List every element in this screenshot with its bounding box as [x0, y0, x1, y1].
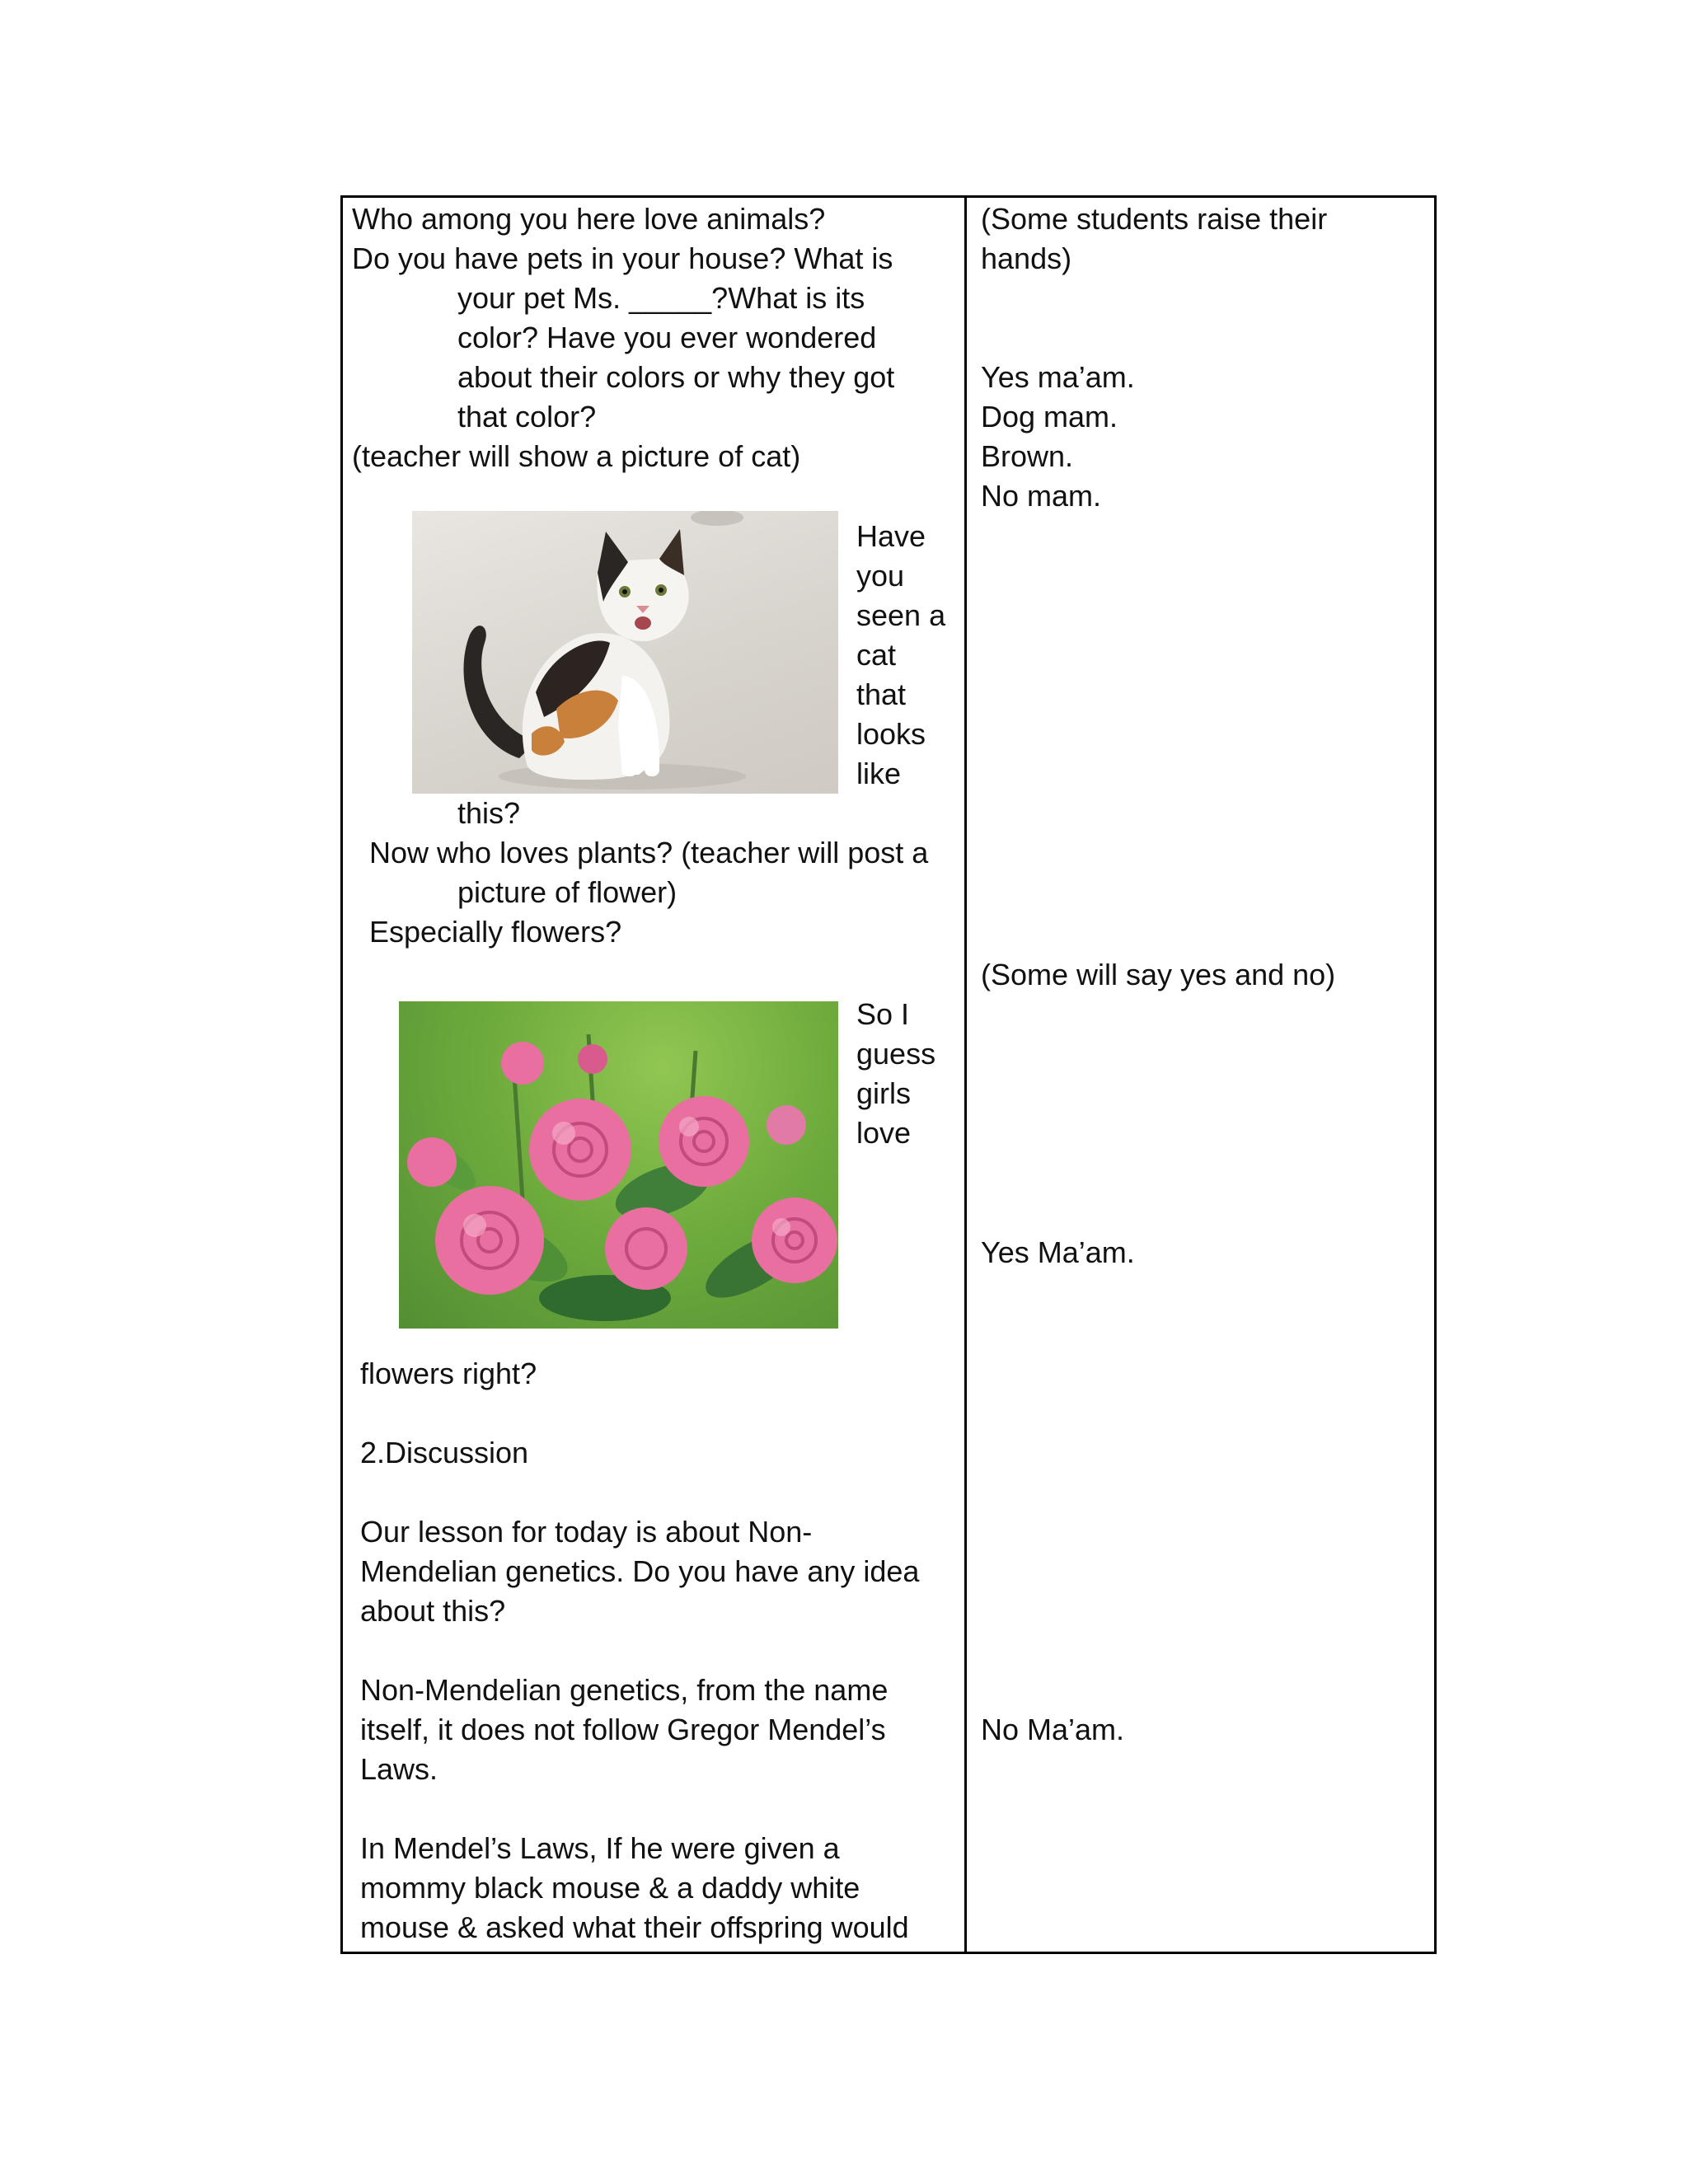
- text-line: In Mendel’s Laws, If he were given a: [360, 1831, 840, 1865]
- text-line: that color?: [457, 400, 597, 434]
- text-line: seen a: [856, 598, 946, 632]
- text-line: that: [856, 677, 907, 711]
- text-line: this?: [457, 796, 521, 830]
- cat-illustration: [412, 511, 838, 794]
- text-line: Laws.: [360, 1752, 438, 1786]
- text-line: flowers right?: [360, 1357, 537, 1390]
- response-line: Yes Ma’am.: [981, 1235, 1135, 1269]
- text-line: So I: [856, 997, 910, 1031]
- response-line: No Ma’am.: [981, 1713, 1125, 1746]
- response-line: (Some students raise their: [981, 202, 1328, 236]
- roses-illustration: [399, 1001, 838, 1329]
- cat-photo: [412, 511, 838, 794]
- response-line: hands): [981, 241, 1072, 275]
- table-right-border: [1434, 195, 1437, 1954]
- response-line: Dog mam.: [981, 400, 1118, 434]
- response-line: (Some will say yes and no): [981, 958, 1336, 991]
- text-line: your pet Ms. _____?What is its: [457, 281, 865, 315]
- text-line: Who among you here love animals?: [352, 202, 826, 236]
- text-line: looks: [856, 717, 926, 751]
- text-line: like: [856, 757, 902, 790]
- response-line: Yes ma’am.: [981, 360, 1135, 394]
- response-line: Brown.: [981, 439, 1074, 473]
- text-line: cat: [856, 638, 897, 672]
- table-bottom-border: [340, 1952, 1437, 1954]
- text-line: love: [856, 1116, 912, 1150]
- text-line: guess: [856, 1037, 936, 1071]
- text-line: Now who loves plants? (teacher will post a: [369, 836, 929, 869]
- text-line: (teacher will show a picture of cat): [352, 439, 801, 473]
- text-line: mommy black mouse & a daddy white: [360, 1871, 860, 1905]
- text-line: girls: [856, 1076, 912, 1110]
- text-line: Mendelian genetics. Do you have any idea: [360, 1554, 920, 1588]
- response-line: No mam.: [981, 479, 1102, 513]
- table-left-border: [340, 195, 343, 1954]
- text-line: Do you have pets in your house? What is: [352, 241, 893, 275]
- text-line: you: [856, 559, 905, 593]
- text-line: picture of flower): [457, 875, 678, 909]
- text-line: mouse & asked what their offspring would: [360, 1910, 909, 1944]
- section-heading: 2.Discussion: [360, 1436, 529, 1469]
- pink-roses-photo: [399, 1001, 838, 1329]
- text-line: Have: [856, 519, 926, 553]
- text-line: Our lesson for today is about Non-: [360, 1515, 813, 1549]
- table-column-divider: [964, 195, 967, 1954]
- text-line: Especially flowers?: [369, 915, 622, 949]
- table-top-border: [340, 195, 1437, 198]
- text-line: Non-Mendelian genetics, from the name: [360, 1673, 889, 1707]
- text-line: color? Have you ever wondered: [457, 321, 877, 354]
- text-line: about this?: [360, 1594, 506, 1628]
- text-line: itself, it does not follow Gregor Mendel’s: [360, 1713, 886, 1746]
- text-line: about their colors or why they got: [457, 360, 895, 394]
